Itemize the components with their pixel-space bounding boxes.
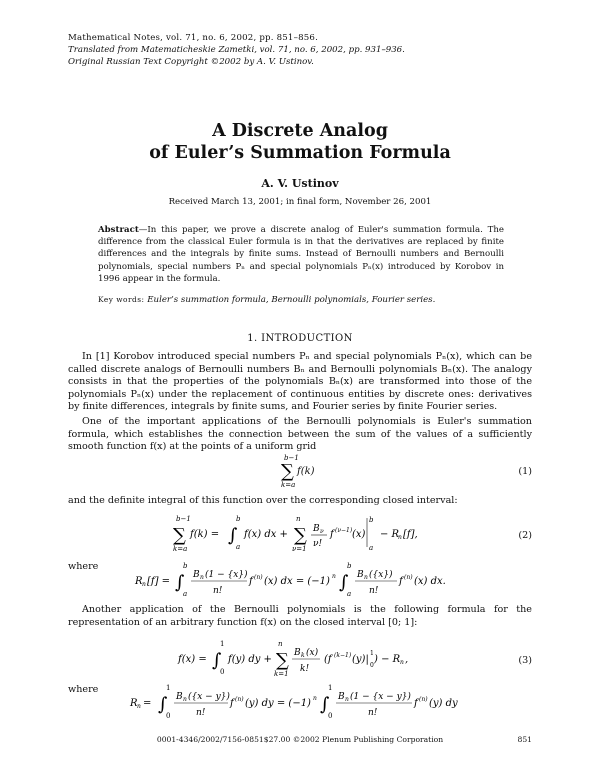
- svg-text:,: ,: [405, 654, 409, 665]
- paragraph-euler: One of the important applications of the Bernoulli polynomials is Euler's summation formula, which establishes the connection between the sum of the values of a sufficiently smooth function f(x) at the points of a uniform grid: [68, 416, 532, 453]
- svg-text:∫: ∫: [175, 572, 185, 593]
- svg-text:B: B: [294, 648, 301, 658]
- keywords: [98, 295, 504, 305]
- abstract-text: —In this paper, we prove a discrete analog of Euler's summation formula. The difference from the classical Euler formula is in that the derivatives are replaced by finite differences and the integrals by finite sums. Instead of Bernoulli numbers and Bernoulli polynomials, special numbers Pₙ and special polynomials Pₙ(x) introduced by Korobov in 1996 appear in the formula.: [98, 225, 504, 284]
- svg-text:a: a: [369, 544, 374, 552]
- svg-text:0: 0: [370, 662, 374, 669]
- svg-text:∫: ∫: [320, 694, 330, 715]
- svg-text:n: n: [200, 574, 204, 581]
- svg-text:∑: ∑: [294, 525, 307, 546]
- paragraph-intro: In [1] Korobov introduced special numbers Pₙ and special polynomials Pₙ(x), which can be called discrete analogs of Bernoulli numbers Bₙ and Bernoulli polynomials Bₙ(x). The analogy consists in that the properties of the polynomials Bₙ(x) are transformed into those of the polynomials Pₙ(x) under the replacement of continuous entities by discrete ones: derivatives by finite differences, integrals by finite sums, and Fourier series by finite Fourier series.: [68, 351, 532, 413]
- svg-text:n: n: [183, 696, 187, 703]
- svg-text:n: n: [296, 515, 301, 523]
- svg-text:n!: n!: [369, 586, 379, 596]
- svg-text:(n): (n): [404, 574, 413, 581]
- svg-text:(k−1): (k−1): [334, 652, 352, 659]
- svg-text:∫: ∫: [339, 572, 349, 593]
- section-heading: 1. INTRODUCTION: [247, 333, 353, 344]
- svg-text:n: n: [278, 640, 283, 648]
- svg-text:∫: ∫: [228, 525, 238, 546]
- svg-text:B: B: [176, 692, 183, 702]
- svg-text:R: R: [130, 698, 138, 709]
- journal-header-line3: Original Russian Text Copyright ©2002 by A. V. Ustinov.: [68, 57, 314, 67]
- svg-text:(x) dx = (−1): (x) dx = (−1): [264, 576, 330, 587]
- svg-text:(x) dx.: (x) dx.: [414, 576, 446, 587]
- svg-text:f: f: [399, 576, 403, 587]
- svg-text:b: b: [183, 562, 188, 570]
- remainder-formula-2: [130, 686, 470, 730]
- svg-text:ν=1: ν=1: [292, 545, 307, 553]
- svg-text:B: B: [313, 524, 320, 534]
- svg-text:) − R: ) − R: [374, 654, 401, 665]
- svg-text:0: 0: [328, 712, 333, 720]
- svg-text:n!: n!: [368, 708, 378, 718]
- abstract-label: Abstract: [98, 225, 139, 235]
- svg-text:0: 0: [220, 668, 225, 676]
- received-date: Received March 13, 2001; in final form, November 26, 2001: [168, 197, 432, 207]
- equation-3-graphic: [178, 640, 438, 680]
- paper-title-line2: of Euler’s Summation Formula: [149, 143, 451, 163]
- equation-3-number: (3): [518, 655, 532, 666]
- footer-copyright: 0001-4346/2002/7156-0851$27.00 ©2002 Plenum Publishing Corporation: [156, 735, 444, 744]
- equation-3: [178, 640, 438, 684]
- svg-text:1: 1: [220, 640, 225, 648]
- remainder-formula-1-graphic: [135, 562, 475, 602]
- svg-text:=: =: [143, 698, 152, 709]
- remainder-formula-2-graphic: [130, 686, 470, 726]
- svg-text:∑: ∑: [173, 525, 186, 546]
- svg-text:f: f: [230, 698, 234, 709]
- svg-text:B: B: [357, 570, 364, 580]
- svg-text:b: b: [369, 516, 374, 524]
- svg-text:[f],: [f],: [403, 529, 418, 540]
- svg-text:n: n: [345, 696, 349, 703]
- paragraph-representation: Another application of the Bernoulli polynomials is the following formula for the representation of an arbitrary function f(x) on the closed interval [0; 1]:: [68, 604, 532, 628]
- svg-text:(y)|: (y)|: [352, 654, 369, 665]
- equation-2: [170, 513, 430, 561]
- where-label-2: where: [68, 684, 99, 695]
- svg-text:b: b: [347, 562, 352, 570]
- journal-header-line1: Mathematical Notes, vol. 71, no. 6, 2002, pp. 851–856.: [68, 33, 319, 43]
- page-number: 851: [517, 735, 532, 744]
- svg-text:n!: n!: [213, 586, 223, 596]
- svg-text:1: 1: [166, 684, 171, 692]
- svg-text:(n): (n): [419, 696, 428, 703]
- svg-text:f: f: [414, 698, 418, 709]
- svg-text:a: a: [236, 543, 241, 551]
- svg-text:∫: ∫: [212, 650, 222, 671]
- svg-text:n: n: [332, 573, 336, 580]
- svg-text:k!: k!: [300, 664, 310, 674]
- equation-2-graphic: [170, 513, 430, 557]
- svg-text:b: b: [236, 515, 241, 523]
- svg-text:k=a: k=a: [281, 481, 296, 489]
- svg-text:(y) dy: (y) dy: [429, 698, 458, 709]
- svg-text:k=a: k=a: [173, 545, 188, 553]
- svg-text:f(x) =: f(x) =: [178, 654, 207, 665]
- equation-1-number: (1): [518, 466, 532, 477]
- svg-text:1: 1: [370, 650, 374, 657]
- svg-text:k: k: [301, 652, 305, 659]
- svg-text:B: B: [193, 570, 200, 580]
- svg-text:n: n: [313, 695, 317, 702]
- equation-1-text: f(k): [297, 466, 315, 477]
- svg-text:({x}): ({x}): [369, 570, 393, 580]
- svg-text:R: R: [135, 576, 143, 587]
- svg-text:f(y) dy +: f(y) dy +: [228, 654, 272, 665]
- keywords-text: Euler’s summation formula, Bernoulli polynomials, Fourier series.: [147, 295, 436, 305]
- svg-text:B: B: [338, 692, 345, 702]
- journal-header-line2: Translated from Matematicheskie Zametki, vol. 71, no. 6, 2002, pp. 931–936.: [68, 45, 405, 55]
- equation-2-number: (2): [518, 530, 532, 541]
- svg-text:ν!: ν!: [313, 539, 323, 549]
- svg-text:(n): (n): [254, 574, 263, 581]
- svg-text:b−1: b−1: [176, 515, 191, 523]
- svg-text:(ν−1): (ν−1): [335, 527, 353, 534]
- svg-text:∑: ∑: [276, 650, 289, 671]
- svg-text:0: 0: [166, 712, 171, 720]
- svg-text:n: n: [400, 659, 404, 666]
- svg-text:k=1: k=1: [274, 670, 289, 678]
- svg-text:f: f: [330, 529, 334, 540]
- author: A. V. Ustinov: [261, 177, 339, 190]
- keywords-label: Key words:: [98, 295, 145, 304]
- svg-text:(x): (x): [306, 648, 319, 658]
- svg-text:(1 − {x}): (1 − {x}): [205, 570, 248, 580]
- where-label-1: where: [68, 561, 99, 572]
- svg-text:f: f: [249, 576, 253, 587]
- svg-text:− R: − R: [380, 529, 400, 540]
- remainder-formula-1: [135, 562, 475, 606]
- svg-text:∫: ∫: [158, 694, 168, 715]
- svg-text:a: a: [183, 590, 188, 598]
- abstract: [98, 224, 504, 285]
- svg-text:f(k) =: f(k) =: [190, 529, 220, 540]
- svg-text:a: a: [347, 590, 352, 598]
- paragraph-integral: and the definite integral of this function over the corresponding closed interval:: [68, 495, 458, 506]
- svg-text:n: n: [142, 581, 146, 588]
- svg-text:n: n: [398, 534, 402, 541]
- paper-title-line1: A Discrete Analog: [212, 121, 388, 141]
- svg-text:(f: (f: [324, 654, 332, 665]
- svg-text:({x − y}): ({x − y}): [188, 692, 230, 702]
- svg-text:n!: n!: [196, 708, 206, 718]
- svg-text:ν: ν: [320, 528, 324, 535]
- svg-text:[f] =: [f] =: [147, 576, 171, 587]
- svg-text:(x): (x): [352, 529, 366, 540]
- svg-text:1: 1: [328, 684, 333, 692]
- svg-text:(1 − {x − y}): (1 − {x − y}): [350, 692, 411, 702]
- svg-text:b−1: b−1: [284, 454, 299, 462]
- svg-text:(y) dy = (−1): (y) dy = (−1): [245, 698, 311, 709]
- svg-text:n: n: [137, 703, 141, 710]
- svg-text:f(x) dx +: f(x) dx +: [244, 529, 288, 540]
- svg-text:(n): (n): [235, 696, 244, 703]
- svg-text:n: n: [364, 574, 368, 581]
- svg-text:∑: ∑: [281, 461, 294, 482]
